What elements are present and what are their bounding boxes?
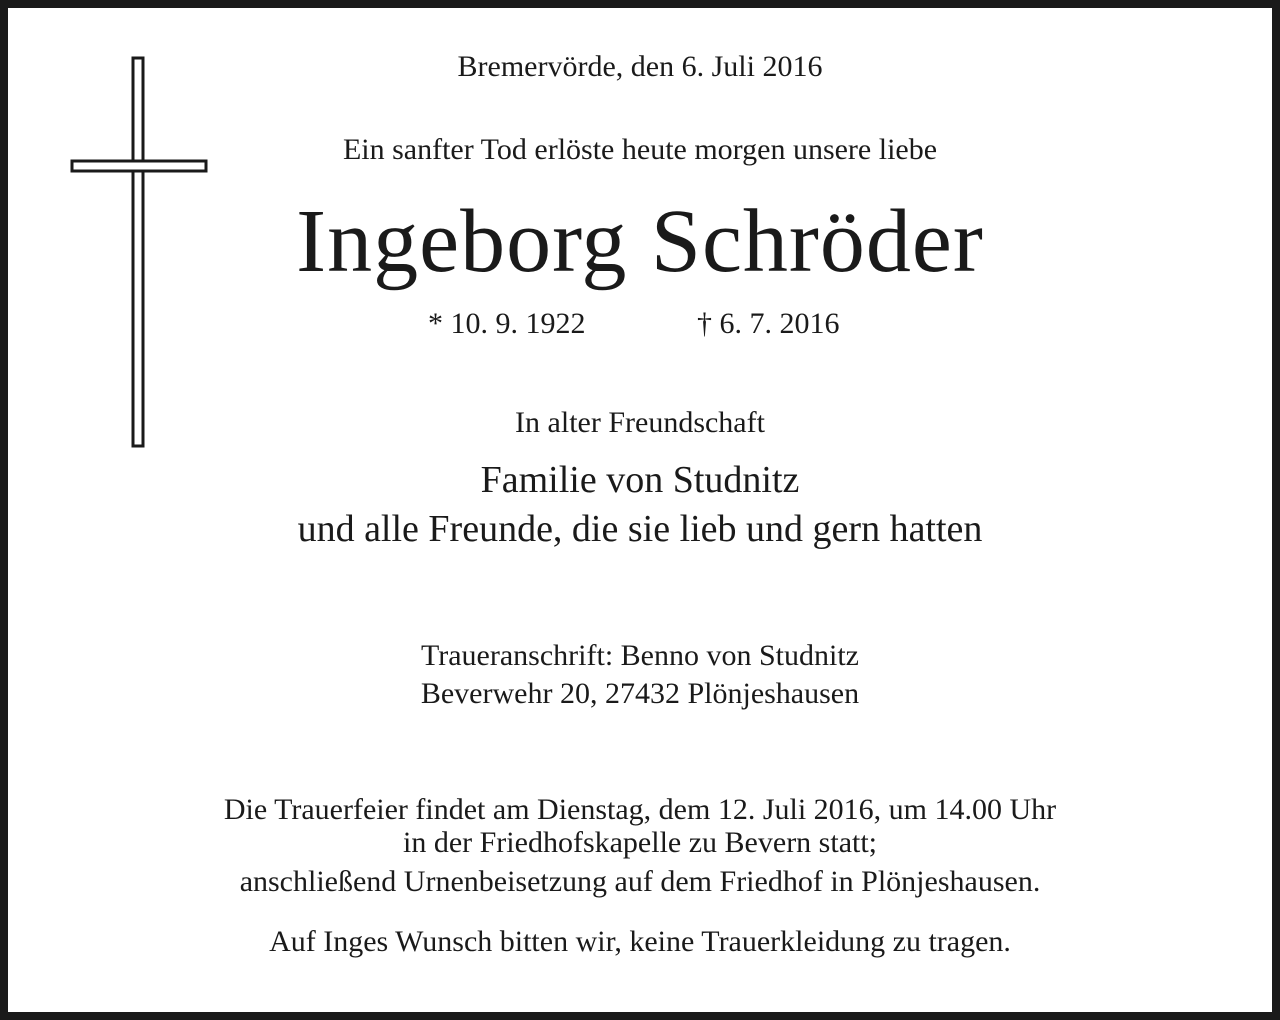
mourning-address-name: Traueranschrift: Benno von Studnitz	[420, 639, 859, 672]
family-name: Familie von Studnitz	[480, 459, 800, 501]
deceased-name: Ingeborg Schröder	[296, 192, 984, 291]
clothing-wish: Auf Inges Wunsch bitten wir, keine Trauerkleidung zu tragen.	[269, 925, 1011, 958]
friendship-line: In alter Freundschaft	[515, 406, 765, 439]
place-date: Bremervörde, den 6. Juli 2016	[457, 50, 823, 83]
service-line-2: in der Friedhofskapelle zu Bevern statt;	[402, 826, 878, 859]
service-line-1: Die Trauerfeier findet am Dienstag, dem 12. Juli 2016, um 14.00 Uhr	[223, 793, 1057, 826]
intro-text: Ein sanfter Tod erlöste heute morgen unsere liebe	[342, 133, 938, 166]
service-line-3: anschließend Urnenbeisetzung auf dem Friedhof in Plönjeshausen.	[239, 865, 1041, 898]
death-date: † 6. 7. 2016	[697, 307, 840, 340]
mourning-address-street: Beverwehr 20, 27432 Plönjeshausen	[420, 677, 860, 710]
birth-date: * 10. 9. 1922	[428, 307, 586, 340]
friends-line: und alle Freunde, die sie lieb und gern hatten	[297, 508, 983, 550]
